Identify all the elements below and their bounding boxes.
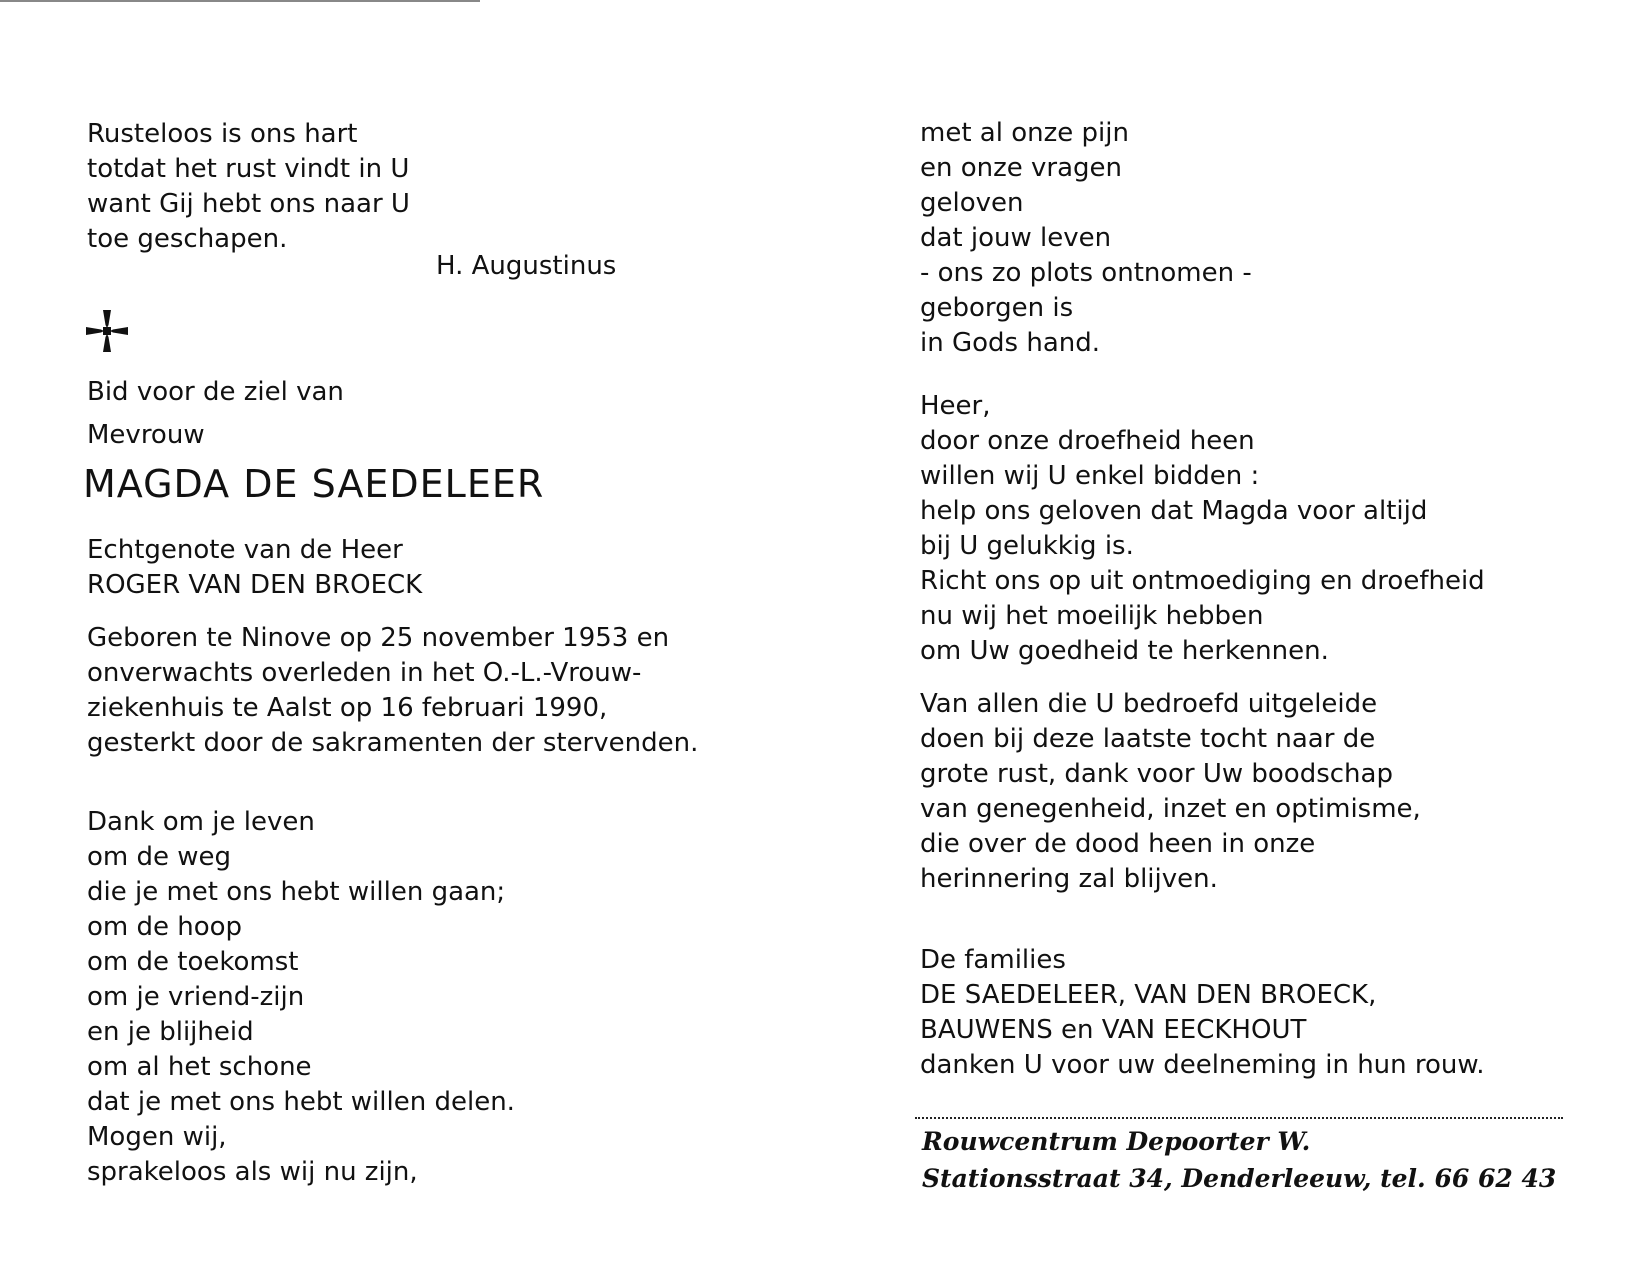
biography-line: gesterkt door de sakramenten der stervenden. bbox=[87, 728, 699, 758]
prayer-line: om Uw goedheid te herkennen. bbox=[920, 636, 1329, 666]
families-line: danken U voor uw deelneming in hun rouw. bbox=[920, 1050, 1485, 1080]
quote-line: toe geschapen. bbox=[87, 224, 288, 254]
funeral-home-address: Stationsstraat 34, Denderleeuw, tel. 66 62 43 bbox=[922, 1164, 1557, 1193]
poem-line: om je vriend-zijn bbox=[87, 982, 305, 1012]
poem-line: in Gods hand. bbox=[920, 328, 1100, 358]
poem-line: om de hoop bbox=[87, 912, 243, 942]
cross-pattee-icon bbox=[86, 310, 128, 356]
poem-line: - ons zo plots ontnomen - bbox=[920, 258, 1252, 288]
funeral-home-name: Rouwcentrum Depoorter W. bbox=[922, 1127, 1311, 1156]
poem-line: dat jouw leven bbox=[920, 223, 1112, 253]
farewell-line: van genegenheid, inzet en optimisme, bbox=[920, 794, 1421, 824]
prayer-intro: Bid voor de ziel van bbox=[87, 377, 344, 407]
prayer-line: Richt ons op uit ontmoediging en droefheid bbox=[920, 566, 1485, 596]
spouse-name: ROGER VAN DEN BROECK bbox=[87, 570, 423, 600]
prayer-line: bij U gelukkig is. bbox=[920, 531, 1134, 561]
poem-line: sprakeloos als wij nu zijn, bbox=[87, 1157, 418, 1187]
prayer-line: nu wij het moeilijk hebben bbox=[920, 601, 1264, 631]
poem-line: en je blijheid bbox=[87, 1017, 254, 1047]
poem-line: om de toekomst bbox=[87, 947, 299, 977]
poem-line: dat je met ons hebt willen delen. bbox=[87, 1087, 515, 1117]
prayer-line: help ons geloven dat Magda voor altijd bbox=[920, 496, 1428, 526]
honorific: Mevrouw bbox=[87, 420, 205, 450]
poem-line: en onze vragen bbox=[920, 153, 1123, 183]
quote-line: totdat het rust vindt in U bbox=[87, 154, 410, 184]
scan-edge-line bbox=[0, 0, 480, 2]
farewell-line: Van allen die U bedroefd uitgeleide bbox=[920, 689, 1378, 719]
spouse-intro: Echtgenote van de Heer bbox=[87, 535, 403, 565]
families-intro: De families bbox=[920, 945, 1066, 975]
quote-line: want Gij hebt ons naar U bbox=[87, 189, 410, 219]
families-line: BAUWENS en VAN EECKHOUT bbox=[920, 1015, 1307, 1045]
farewell-line: grote rust, dank voor Uw boodschap bbox=[920, 759, 1393, 789]
poem-line: die je met ons hebt willen gaan; bbox=[87, 877, 506, 907]
poem-line: om de weg bbox=[87, 842, 232, 872]
quote-author: H. Augustinus bbox=[436, 251, 617, 281]
dotted-divider bbox=[915, 1117, 1563, 1119]
poem-line: met al onze pijn bbox=[920, 118, 1129, 148]
biography-line: Geboren te Ninove op 25 november 1953 en bbox=[87, 623, 670, 653]
farewell-line: doen bij deze laatste tocht naar de bbox=[920, 724, 1376, 754]
farewell-line: herinnering zal blijven. bbox=[920, 864, 1218, 894]
prayer-line: door onze droefheid heen bbox=[920, 426, 1255, 456]
biography-line: onverwachts overleden in het O.-L.-Vrouw- bbox=[87, 658, 642, 688]
prayer-line: Heer, bbox=[920, 391, 991, 421]
poem-line: geloven bbox=[920, 188, 1024, 218]
farewell-line: die over de dood heen in onze bbox=[920, 829, 1316, 859]
poem-line: Dank om je leven bbox=[87, 807, 315, 837]
families-line: DE SAEDELEER, VAN DEN BROECK, bbox=[920, 980, 1377, 1010]
deceased-name: MAGDA DE SAEDELEER bbox=[83, 462, 545, 506]
quote-line: Rusteloos is ons hart bbox=[87, 119, 358, 149]
prayer-line: willen wij U enkel bidden : bbox=[920, 461, 1260, 491]
poem-line: om al het schone bbox=[87, 1052, 312, 1082]
poem-line: geborgen is bbox=[920, 293, 1074, 323]
biography-line: ziekenhuis te Aalst op 16 februari 1990, bbox=[87, 693, 608, 723]
poem-line: Mogen wij, bbox=[87, 1122, 227, 1152]
